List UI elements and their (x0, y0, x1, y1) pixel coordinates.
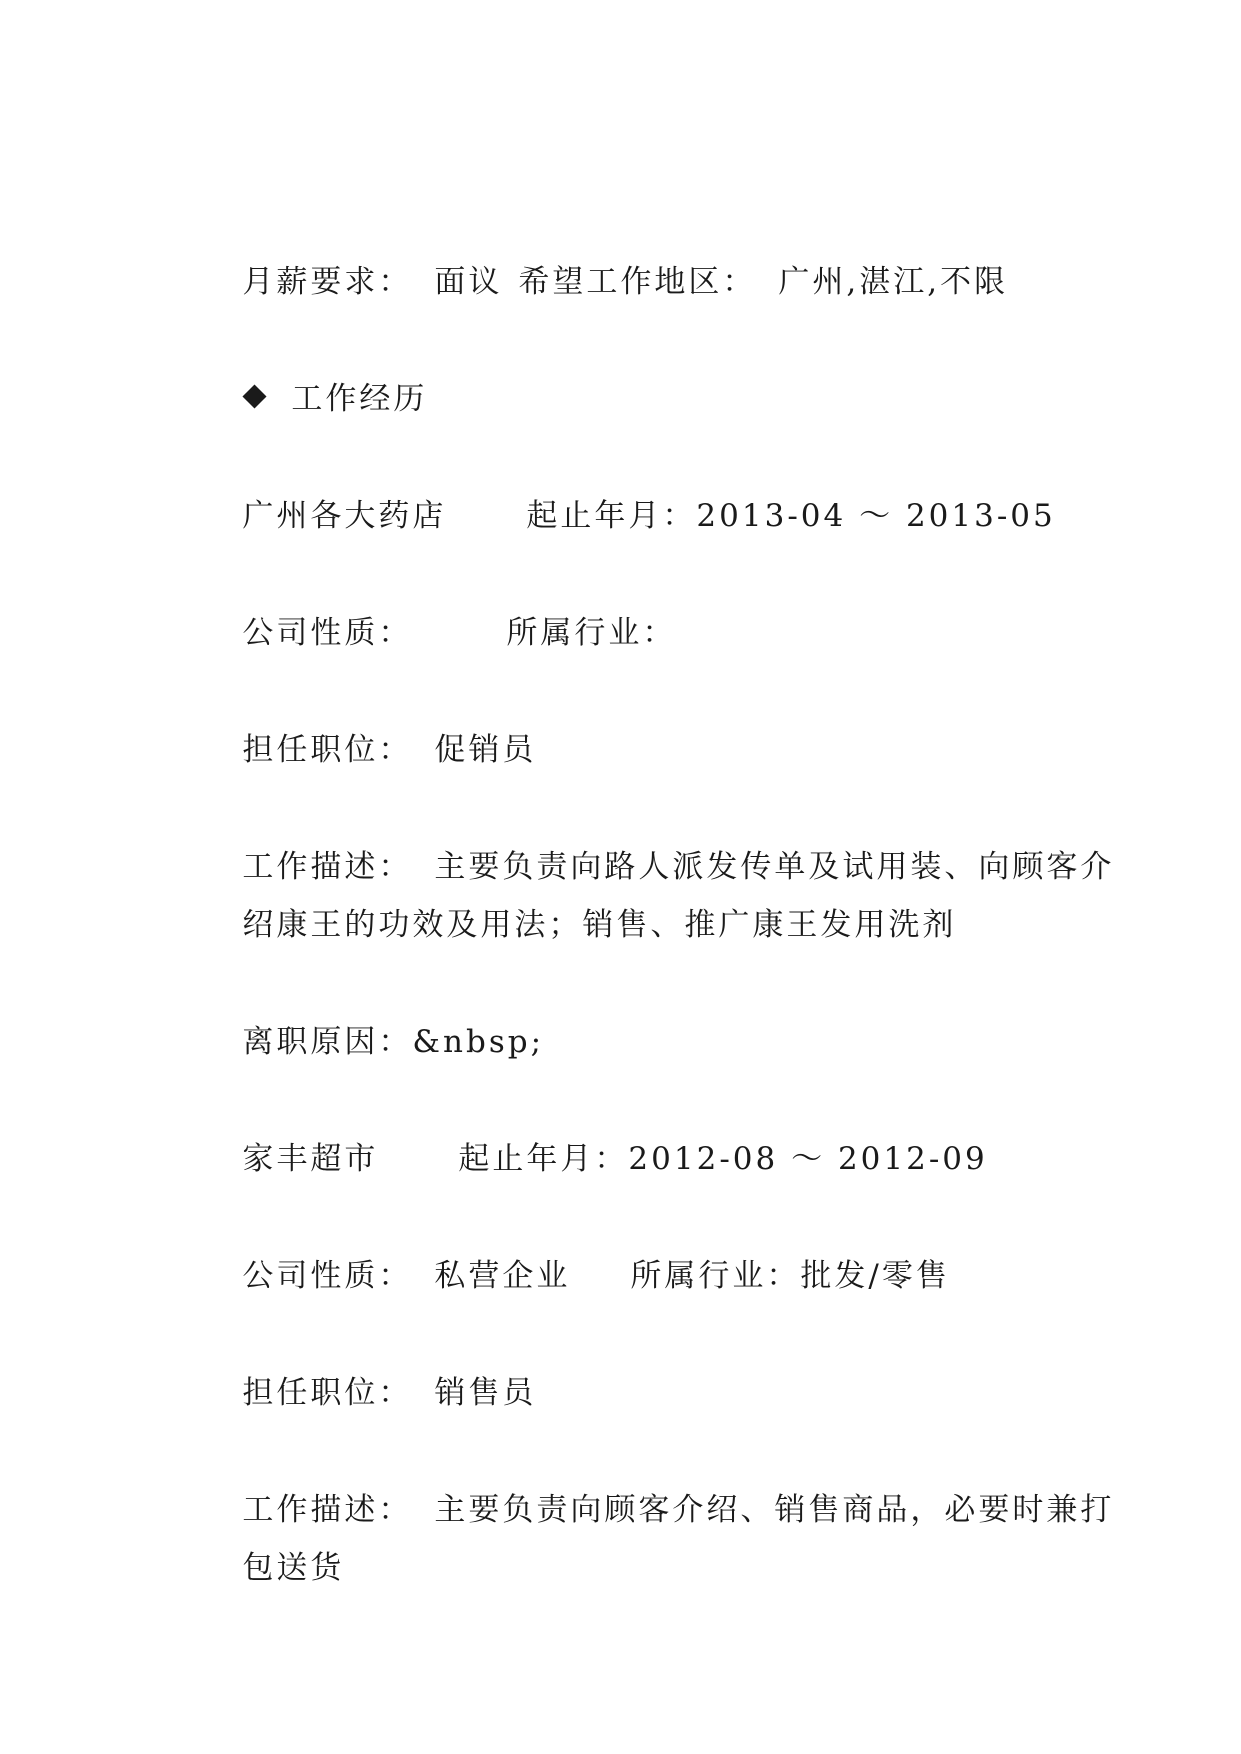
job-1-position-row (191, 690, 536, 810)
job-2-position-label: 担任职位： (242, 1375, 413, 1411)
job-1-industry-label: 所属行业： (506, 615, 677, 651)
job-1-desc-line2: 绍康王的功效及用法；销售、推广康王发用洗剂 (242, 907, 957, 943)
job-2-nature-value: 私营企业 (434, 1258, 571, 1294)
job-2-desc-line1: 主要负责向顾客介绍、销售商品，必要时兼打 (434, 1492, 1115, 1528)
job-1-desc-line1: 主要负责向路人派发传单及试用装、向顾客介 (434, 849, 1115, 885)
job-1-desc-row-2 (191, 865, 956, 985)
job-2-header (191, 1099, 988, 1219)
job-1-period-label: 起止年月： (526, 498, 697, 534)
job-1-company: 广州各大药店 (242, 498, 447, 534)
job-2-industry-value: 批发/零售 (800, 1258, 950, 1294)
job-1-desc-label: 工作描述： (242, 849, 413, 885)
job-1-period-value: 2013-04 ～ 2013-05 (696, 498, 1056, 534)
job-2-nature-row (191, 1216, 950, 1336)
job-2-position-value: 销售员 (434, 1375, 537, 1411)
job-2-desc-line2: 包送货 (242, 1550, 345, 1586)
section-header (191, 339, 427, 459)
region-value: 广州,湛江,不限 (778, 264, 1009, 300)
job-2-company: 家丰超市 (242, 1141, 379, 1177)
job-1-position-label: 担任职位： (242, 732, 413, 768)
job-1-position-value: 促销员 (434, 732, 537, 768)
salary-label: 月薪要求： (242, 264, 413, 300)
job-2-nature-label: 公司性质： (242, 1258, 413, 1294)
job-1-nature-label: 公司性质： (242, 615, 413, 651)
job-2-desc-label: 工作描述： (242, 1492, 413, 1528)
job-2-desc-row-2 (191, 1508, 344, 1628)
job-1-leave-row (191, 982, 544, 1102)
job-2-period-label: 起止年月： (458, 1141, 629, 1177)
job-2-position-row (191, 1333, 536, 1453)
job-2-industry-label: 所属行业： (630, 1258, 801, 1294)
salary-value: 面议 (434, 264, 503, 300)
job-1-leave-value: &nbsp; (412, 1024, 545, 1060)
job-1-header (191, 456, 1056, 576)
section-title: 工作经历 (291, 381, 428, 417)
salary-region-row (191, 222, 1008, 342)
job-1-leave-label: 离职原因： (242, 1024, 413, 1060)
diamond-bullet-icon (243, 384, 267, 408)
region-label: 希望工作地区： (518, 264, 757, 300)
job-1-nature-row (191, 573, 676, 693)
job-2-period-value: 2012-08 ～ 2012-09 (628, 1141, 988, 1177)
